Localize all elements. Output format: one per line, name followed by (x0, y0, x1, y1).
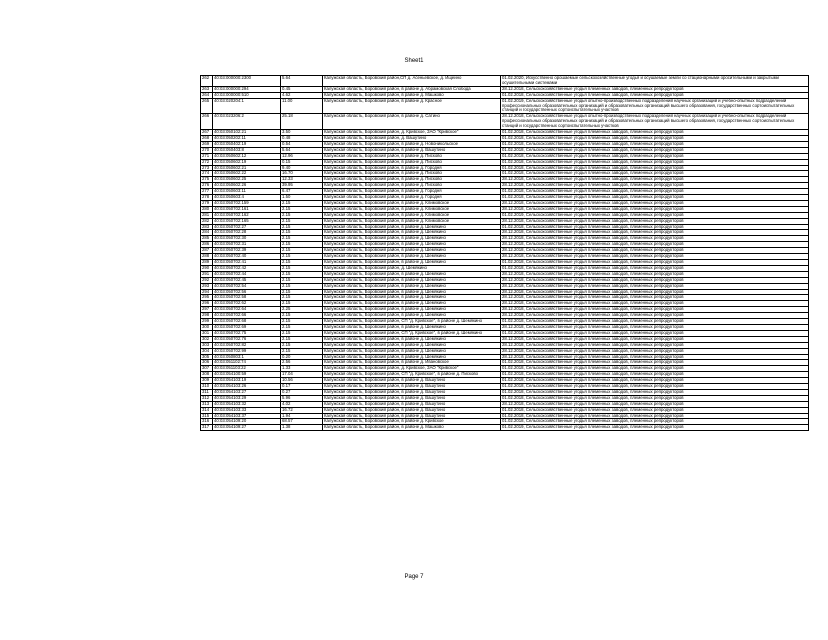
land-category-cell: 28.12.2018, Сельскохозяйственные угодья племенных заводов, племенных репродукторов (501, 295, 809, 301)
cadastral-number-cell: 40:03:050702:40 (213, 254, 281, 260)
area-cell: 0.45 (281, 86, 323, 92)
area-cell: 2.15 (281, 200, 323, 206)
row-number-cell: 291 (201, 271, 213, 277)
land-category-cell: 28.12.2018, Сельскохозяйственные угодья племенных заводов, племенных репродукторов (501, 271, 809, 277)
row-number-cell: 266 (201, 114, 213, 130)
cadastral-number-cell: 40:03:050702:68 (213, 319, 281, 325)
row-number-cell: 288 (201, 254, 213, 260)
location-cell: Калужская область, Боровский район, в районе д. Шемякино (323, 271, 501, 277)
row-number-cell: 311 (201, 389, 213, 395)
land-category-cell: 28.12.2018, Сельскохозяйственные угодья племенных заводов, племенных репродукторов (501, 401, 809, 407)
row-number-cell: 262 (201, 76, 213, 87)
land-category-cell: 28.12.2018, Сельскохозяйственные угодья племенных заводов, племенных репродукторов (501, 230, 809, 236)
cadastral-number-cell: 40:03:050702:76 (213, 336, 281, 342)
area-cell: 16.70 (281, 171, 323, 177)
land-category-cell: 28.12.2018, Сельскохозяйственные угодья племенных заводов, племенных репродукторов (501, 183, 809, 189)
table-row (201, 98, 809, 114)
cadastral-number-cell: 40:03:050702:64 (213, 307, 281, 313)
cadastral-number-cell: 40:03:050603:11 (213, 189, 281, 195)
row-number-cell: 284 (201, 230, 213, 236)
cadastral-number-cell: 40:03:050702:45 (213, 277, 281, 283)
land-category-cell: 01.02.2018, Сельскохозяйственные угодья племенных заводов, племенных репродукторов (501, 135, 809, 141)
area-cell: 12.33 (281, 177, 323, 183)
area-cell: 2.15 (281, 265, 323, 271)
land-category-cell: 01.02.2018, Сельскохозяйственные угодья племенных заводов, племенных репродукторов (501, 195, 809, 201)
land-category-cell: 28.12.2018, Сельскохозяйственные угодья племенных заводов, племенных репродукторов (501, 177, 809, 183)
land-category-cell: 01.02.2018, Сельскохозяйственные угодья племенных заводов, племенных репродукторов (501, 330, 809, 336)
land-category-cell: 28.12.2018, Сельскохозяйственные угодья племенных заводов, племенных репродукторов (501, 301, 809, 307)
land-category-cell: 01.02.2018, Сельскохозяйственные угодья племенных заводов, племенных репродукторов (501, 153, 809, 159)
cadastral-number-cell: 40:03:050702:54 (213, 283, 281, 289)
location-cell: Калужская область, Боровский район, в районе д. Шемякино (323, 230, 501, 236)
area-cell: 2.15 (281, 324, 323, 330)
row-number-cell: 263 (201, 86, 213, 92)
cadastral-number-cell: 40:03:000000:510 (213, 92, 281, 98)
row-number-cell: 305 (201, 354, 213, 360)
location-cell: Калужская область, Боровский район, в районе д. Писково (323, 159, 501, 165)
location-cell: Калужская область, Боровский район, в районе д. Сатино (323, 114, 501, 130)
location-cell: Калужская область, Боровский район, в районе д. Климовское (323, 212, 501, 218)
land-category-cell: 01.02.2019, Сельскохозяйственные угодья опытно-производственных подразделений научных организаций и учебно-опытных подразделений профессиональных образовательных организаций и образовательных организаций высшего образования, государственных сортоиспытательных станций и государственных сортоиспытательных участков (501, 98, 809, 114)
cadastral-number-cell: 40:03:054103:27 (213, 389, 281, 395)
land-category-cell: 28.12.2018, Сельскохозяйственные угодья племенных заводов, племенных репродукторов (501, 307, 809, 313)
row-number-cell: 271 (201, 153, 213, 159)
row-number-cell: 304 (201, 348, 213, 354)
area-cell: 2.15 (281, 230, 323, 236)
cadastral-number-cell: 40:03:050602:22 (213, 171, 281, 177)
row-number-cell: 275 (201, 177, 213, 183)
area-cell: 1.50 (281, 195, 323, 201)
area-cell: 2.15 (281, 212, 323, 218)
row-number-cell: 309 (201, 378, 213, 384)
cadastral-number-cell: 40:03:050702:39 (213, 248, 281, 254)
area-cell: 2.15 (281, 277, 323, 283)
cadastral-number-cell: 40:03:050702:66 (213, 313, 281, 319)
location-cell: Калужская область, Боровский район, в районе д. Новоникольское (323, 141, 501, 147)
row-number-cell: 280 (201, 206, 213, 212)
cadastral-number-cell: 40:03:050702:82 (213, 342, 281, 348)
location-cell: Калужская область, Боровский район, в районе д. Шемякино (323, 224, 501, 230)
area-cell: 0.15 (281, 159, 323, 165)
area-cell: 0.17 (281, 384, 323, 390)
land-category-cell: 28.12.2018, Сельскохозяйственные угодья племенных заводов, племенных репродукторов (501, 277, 809, 283)
area-cell: 2.15 (281, 313, 323, 319)
area-cell: 6.47 (281, 189, 323, 195)
area-cell: 3.50 (281, 130, 323, 136)
area-cell: 68.57 (281, 419, 323, 425)
table-row (201, 425, 809, 431)
land-category-cell: 01.02.2018, Сельскохозяйственные угодья племенных заводов, племенных репродукторов (501, 389, 809, 395)
land-category-cell: 28.12.2018, Сельскохозяйственные угодья племенных заводов, племенных репродукторов (501, 336, 809, 342)
cadastral-number-cell: 40:03:050702:58 (213, 295, 281, 301)
page-number: Page 7 (404, 574, 424, 580)
table-row (201, 76, 809, 87)
table-body (201, 76, 809, 431)
cadastral-number-cell: 40:03:050702:75 (213, 330, 281, 336)
cadastral-number-cell: 40:03:054100:59 (213, 372, 281, 378)
area-cell: 2.56 (281, 360, 323, 366)
land-category-cell: 28.12.2018, Сельскохозяйственные угодья племенных заводов, племенных репродукторов (501, 200, 809, 206)
land-category-cell: 28.12.2018, Сельскохозяйственные угодья племенных заводов, племенных репродукторов (501, 313, 809, 319)
cadastral-number-cell: 40:03:051103:22 (213, 366, 281, 372)
location-cell: Калужская область, Боровский район, в районе д. Писково (323, 171, 501, 177)
location-cell: Калужская область, Боровский район, в районе д. Шемякино (323, 289, 501, 295)
row-number-cell: 278 (201, 195, 213, 201)
area-cell: 2.15 (281, 348, 323, 354)
location-cell: Калужская область, Боровский район, в районе д. Кривское (323, 419, 501, 425)
location-cell: Калужская область, Боровский район, в районе д. Шемякино (323, 348, 501, 354)
land-category-cell: 01.02.2018, Сельскохозяйственные угодья племенных заводов, племенных репродукторов (501, 147, 809, 153)
land-category-cell: 01.02.2019, Сельскохозяйственные угодья племенных заводов, племенных репродукторов (501, 212, 809, 218)
cadastral-number-cell: 40:03:054103:29 (213, 395, 281, 401)
location-cell: Калужская область, Боровский район, д. Кривское, ЗАО "Кривское" (323, 130, 501, 136)
cadastral-number-cell: 40:03:050702:31 (213, 242, 281, 248)
row-number-cell: 273 (201, 165, 213, 171)
cadastral-number-cell: 40:03:050602:26 (213, 183, 281, 189)
cadastral-number-cell: 40:03:054103:26 (213, 384, 281, 390)
land-category-cell: 01.02.2018, Сельскохозяйственные угодья племенных заводов, племенных репродукторов (501, 395, 809, 401)
location-cell: Калужская область, Боровский район, в районе д. Шемякино (323, 242, 501, 248)
land-category-cell: 01.02.2018, Сельскохозяйственные угодья племенных заводов, племенных репродукторов (501, 366, 809, 372)
cadastral-number-cell: 40:03:050402:19 (213, 141, 281, 147)
land-category-cell: 01.02.2018, Сельскохозяйственные угодья племенных заводов, племенных репродукторов (501, 319, 809, 325)
row-number-cell: 307 (201, 366, 213, 372)
cadastral-number-cell: 40:03:054103:33 (213, 407, 281, 413)
area-cell: 1.33 (281, 366, 323, 372)
land-category-cell: 28.12.2018, Сельскохозяйственные угодья племенных заводов, племенных репродукторов (501, 218, 809, 224)
land-category-cell: 28.12.2018, Сельскохозяйственные угодья племенных заводов, племенных репродукторов (501, 354, 809, 360)
cadastral-number-cell: 40:03:050803:1 (213, 354, 281, 360)
cadastral-number-cell: 40:03:050702:99 (213, 348, 281, 354)
cadastral-number-cell: 40:03:050702:162 (213, 212, 281, 218)
row-number-cell: 276 (201, 183, 213, 189)
area-cell: 2.15 (281, 236, 323, 242)
row-number-cell: 306 (201, 360, 213, 366)
row-number-cell: 287 (201, 248, 213, 254)
row-number-cell: 303 (201, 342, 213, 348)
location-cell: Калужская область, Боровский район, в районе д. Городня (323, 165, 501, 171)
cadastral-number-cell: 40:03:020204:1 (213, 98, 281, 114)
location-cell: Калужская область, Боровский район, в районе д. Шемякино (323, 236, 501, 242)
location-cell: Калужская область, Боровский район, в районе д. Климовское (323, 206, 501, 212)
row-number-cell: 293 (201, 283, 213, 289)
row-number-cell: 316 (201, 419, 213, 425)
location-cell: Калужская область, Боровский район, в районе д. Городня (323, 189, 501, 195)
cadastral-number-cell: 40:03:050702:42 (213, 265, 281, 271)
area-cell: 2.15 (281, 254, 323, 260)
area-cell: 2.15 (281, 342, 323, 348)
location-cell: Калужская область, Боровский район, в районе д. Шемякино (323, 301, 501, 307)
location-cell: Калужская область, Боровский район, в районе д. Шемякино (323, 260, 501, 266)
area-cell: 16.72 (281, 407, 323, 413)
land-category-cell: 28.12.2018, Сельскохозяйственные угодья племенных заводов, племенных репродукторов (501, 254, 809, 260)
location-cell: Калужская область, Боровский район, в районе д. Климовское (323, 218, 501, 224)
area-cell: 2.15 (281, 218, 323, 224)
cadastral-number-cell: 40:03:050702:41 (213, 260, 281, 266)
cadastral-number-cell: 40:03:050602:25 (213, 177, 281, 183)
cadastral-number-cell: 40:03:023206:2 (213, 114, 281, 130)
land-category-cell: 01.02.2018, Сельскохозяйственные угодья племенных заводов, племенных репродукторов (501, 265, 809, 271)
location-cell: Калужская область, Боровский район, в районе д. Вашутино (323, 401, 501, 407)
land-category-cell: 28.12.2018, Сельскохозяйственные угодья племенных заводов, племенных репродукторов (501, 242, 809, 248)
land-category-cell: 01.02.2018, Сельскохозяйственные угодья племенных заводов, племенных репродукторов (501, 171, 809, 177)
row-number-cell: 301 (201, 330, 213, 336)
location-cell: Калужская область, Боровский район, в районе д. Вашутино (323, 378, 501, 384)
location-cell: Калужская область, Боровский район, в районе д. Вашутино (323, 389, 501, 395)
cadastral-number-cell: 40:03:000000:2300 (213, 76, 281, 87)
row-number-cell: 268 (201, 135, 213, 141)
land-category-cell: 28.12.2018, Сельскохозяйственные угодья племенных заводов, племенных репродукторов (501, 283, 809, 289)
location-cell: Калужская область, Боровский район, в районе д. Шемякино (323, 342, 501, 348)
location-cell: Калужская область, Боровский район, в районе д. Вашутино (323, 407, 501, 413)
location-cell: Калужская область, Боровский район, д. Шемякино (323, 265, 501, 271)
cadastral-number-cell: 40:03:050602:12 (213, 153, 281, 159)
location-cell: Калужская область, Боровский район,СП д. Асеньевское, д. Ищеино (323, 76, 501, 87)
row-number-cell: 302 (201, 336, 213, 342)
area-cell: 2.15 (281, 248, 323, 254)
row-number-cell: 274 (201, 171, 213, 177)
row-number-cell: 317 (201, 425, 213, 431)
location-cell: Калужская область, Боровский район, в районе д. Шемякино (323, 324, 501, 330)
table-row (201, 114, 809, 130)
cadastral-number-cell: 40:03:050702:159 (213, 200, 281, 206)
cadastral-number-cell: 40:03:050602:19 (213, 159, 281, 165)
land-category-cell: 01.02.2019, Сельскохозяйственные угодья племенных заводов, племенных репродукторов (501, 425, 809, 431)
land-category-cell: 28.12.2018, Сельскохозяйственные угодья племенных заводов, племенных репродукторов (501, 324, 809, 330)
row-number-cell: 300 (201, 324, 213, 330)
area-cell: 11.00 (281, 98, 323, 114)
row-number-cell: 279 (201, 200, 213, 206)
row-number-cell: 292 (201, 277, 213, 283)
row-number-cell: 314 (201, 407, 213, 413)
area-cell: 39.95 (281, 183, 323, 189)
area-cell: 1.94 (281, 413, 323, 419)
location-cell: Калужская область, Боровский район, в районе д. Вашутино (323, 413, 501, 419)
location-cell: Калужская область, Боровский район, в районе д. Шемякино (323, 254, 501, 260)
location-cell: Калужская область, Боровский район, в районе д. Шемякино (323, 354, 501, 360)
area-cell: 2.15 (281, 289, 323, 295)
land-category-cell: 28.12.2018, Сельскохозяйственные угодья племенных заводов, племенных репродукторов (501, 86, 809, 92)
area-cell: 2.15 (281, 260, 323, 266)
cadastral-number-cell: 40:03:050702:44 (213, 271, 281, 277)
land-category-cell: 01.02.2018, Сельскохозяйственные угодья племенных заводов, племенных репродукторов (501, 260, 809, 266)
land-category-cell: 01.02.2018, Сельскохозяйственные угодья племенных заводов, племенных репродукторов (501, 159, 809, 165)
location-cell: Калужская область, Боровский район, в районе д. Городня (323, 195, 501, 201)
area-cell: 2.15 (281, 295, 323, 301)
cadastral-number-cell: 40:03:050702:165 (213, 218, 281, 224)
row-number-cell: 269 (201, 141, 213, 147)
cadastral-number-cell: 40:03:054109:20 (213, 419, 281, 425)
location-cell: Калужская область, Боровский район, в районе д. Машково (323, 425, 501, 431)
land-category-cell: 01.02.2018, Сельскохозяйственные угодья племенных заводов, племенных репродукторов (501, 384, 809, 390)
area-cell: 2.25 (281, 307, 323, 313)
cadastral-number-cell: 40:03:051102:74 (213, 360, 281, 366)
land-category-cell: 01.02.2018, Сельскохозяйственные угодья племенных заводов, племенных репродукторов (501, 413, 809, 419)
land-category-cell: 28.12.2018, Сельскохозяйственные угодья племенных заводов, племенных репродукторов (501, 206, 809, 212)
land-category-cell: 01.02.2018, Сельскохозяйственные угодья племенных заводов, племенных репродукторов (501, 189, 809, 195)
area-cell: 2.15 (281, 283, 323, 289)
cadastral-number-cell: 40:03:050702:27 (213, 224, 281, 230)
row-number-cell: 296 (201, 301, 213, 307)
cadastral-number-cell: 40:03:054103:19 (213, 378, 281, 384)
land-category-cell: 01.02.2018, Сельскохозяйственные угодья племенных заводов, племенных репродукторов (501, 407, 809, 413)
area-cell: 4.02 (281, 401, 323, 407)
location-cell: Калужская область, Боровский район, в районе д. Абрамовская Слобода (323, 86, 501, 92)
location-cell: Калужская область, Боровский район, в районе д. Писково (323, 177, 501, 183)
land-category-cell: 28.12.2018, Сельскохозяйственные угодья племенных заводов, племенных репродукторов (501, 248, 809, 254)
row-number-cell: 290 (201, 265, 213, 271)
land-category-cell: 28.12.2018, Сельскохозяйственные угодья опытно-производственных подразделений научных организаций и учебно-опытных подразделений профессиональных образовательных организаций и образовательных организаций высшего образования, государственных сортоиспытательных станций и государственных сортоиспытательных участков (501, 114, 809, 130)
area-cell: 0.48 (281, 135, 323, 141)
area-cell: 25.18 (281, 114, 323, 130)
land-category-cell: 28.12.2018, Сельскохозяйственные угодья племенных заводов, племенных репродукторов (501, 236, 809, 242)
cadastral-number-cell: 40:03:050702:56 (213, 289, 281, 295)
row-number-cell: 277 (201, 189, 213, 195)
row-number-cell: 265 (201, 98, 213, 114)
land-plots-table (200, 75, 809, 431)
area-cell: 5.96 (281, 395, 323, 401)
location-cell: Калужская область, Боровский район, в районе д. Шемякино (323, 248, 501, 254)
area-cell: 0.54 (281, 141, 323, 147)
land-category-cell: 01.02.2020, Искусственно орошаемые сельскохозяйственные угодья и осушаемые земли со стационарными оросительными и закрытыми осушительными системами (501, 76, 809, 87)
land-category-cell: 01.02.2018, Сельскохозяйственные угодья племенных заводов, племенных репродукторов (501, 224, 809, 230)
row-number-cell: 286 (201, 242, 213, 248)
cadastral-number-cell: 40:03:054103:32 (213, 401, 281, 407)
area-cell: 5.64 (281, 76, 323, 87)
location-cell: Калужская область, Боровский район, д. Кривское, ЗАО "Кривское" (323, 366, 501, 372)
cadastral-number-cell: 40:03:050602:21 (213, 165, 281, 171)
cadastral-number-cell: 40:03:054109:27 (213, 425, 281, 431)
area-cell: 5.64 (281, 147, 323, 153)
location-cell: Калужская область, Боровский район, в районе д. Писково (323, 183, 501, 189)
location-cell: Калужская область, Боровский район, СП "д. Кривское", в районе д. Шемякино (323, 319, 501, 325)
area-cell: 2.15 (281, 242, 323, 248)
row-number-cell: 283 (201, 224, 213, 230)
row-number-cell: 295 (201, 295, 213, 301)
row-number-cell: 282 (201, 218, 213, 224)
land-category-cell: 28.12.2018, Сельскохозяйственные угодья племенных заводов, племенных репродукторов (501, 348, 809, 354)
row-number-cell: 298 (201, 313, 213, 319)
sheet-title: Sheet1 (404, 58, 424, 64)
row-number-cell: 267 (201, 130, 213, 136)
location-cell: Калужская область, Боровский район, в районе д. Шемякино (323, 313, 501, 319)
location-cell: Калужская область, Боровский район, в районе д. Вашутино (323, 147, 501, 153)
location-cell: Калужская область, Боровский район, в районе д. Машково (323, 92, 501, 98)
land-category-cell: 01.02.2018, Сельскохозяйственные угодья племенных заводов, племенных репродукторов (501, 92, 809, 98)
location-cell: Калужская область, Боровский район, в районе д. Шемякино (323, 283, 501, 289)
land-category-cell: 01.02.2018, Сельскохозяйственные угодья племенных заводов, племенных репродукторов (501, 130, 809, 136)
cadastral-number-cell: 40:03:050702:161 (213, 206, 281, 212)
location-cell: Калужская область, Боровский район, в районе д. Климовское (323, 200, 501, 206)
location-cell: Калужская область, Боровский район, в районе д. Шемякино (323, 307, 501, 313)
area-cell: 2.15 (281, 319, 323, 325)
cadastral-number-cell: 40:03:050403:8 (213, 147, 281, 153)
row-number-cell: 281 (201, 212, 213, 218)
area-cell: 4.62 (281, 92, 323, 98)
cadastral-number-cell: 40:03:050702:62 (213, 301, 281, 307)
location-cell: Калужская область, Боровский район, д. Вашутино (323, 135, 501, 141)
cadastral-number-cell: 40:03:050702:28 (213, 230, 281, 236)
area-cell: 1.38 (281, 425, 323, 431)
area-cell: 2.15 (281, 206, 323, 212)
area-cell: 2.15 (281, 330, 323, 336)
land-category-cell: 01.02.2018, Сельскохозяйственные угодья племенных заводов, племенных репродукторов (501, 360, 809, 366)
location-cell: Калужская область, Боровский район, в районе д. Вашутино (323, 395, 501, 401)
row-number-cell: 285 (201, 236, 213, 242)
land-category-cell: 28.12.2018, Сельскохозяйственные угодья племенных заводов, племенных репродукторов (501, 342, 809, 348)
cadastral-number-cell: 40:03:000000:294 (213, 86, 281, 92)
row-number-cell: 312 (201, 395, 213, 401)
row-number-cell: 294 (201, 289, 213, 295)
land-category-cell: 28.12.2018, Сельскохозяйственные угодья племенных заводов, племенных репродукторов (501, 289, 809, 295)
area-cell: 9.40 (281, 165, 323, 171)
cadastral-number-cell: 40:03:050702:69 (213, 324, 281, 330)
area-cell: 12.96 (281, 153, 323, 159)
land-category-cell: 01.02.2018, Сельскохозяйственные угодья племенных заводов, племенных репродукторов (501, 165, 809, 171)
area-cell: 17.04 (281, 372, 323, 378)
row-number-cell: 310 (201, 384, 213, 390)
location-cell: Калужская область, Боровский район, СП "д. Кривское", в районе д. Шемякино (323, 330, 501, 336)
area-cell: 0.20 (281, 354, 323, 360)
land-category-cell: 01.02.2018, Сельскохозяйственные угодья племенных заводов, племенных репродукторов (501, 372, 809, 378)
row-number-cell: 270 (201, 147, 213, 153)
row-number-cell: 289 (201, 260, 213, 266)
area-cell: 2.15 (281, 336, 323, 342)
location-cell: Калужская область, Боровский район, в районе д. Красное (323, 98, 501, 114)
row-number-cell: 315 (201, 413, 213, 419)
cadastral-number-cell: 40:03:050202:11 (213, 135, 281, 141)
row-number-cell: 264 (201, 92, 213, 98)
location-cell: Калужская область, Боровский район, СП "д. Кривское", в районе д. Писково (323, 372, 501, 378)
area-cell: 2.15 (281, 271, 323, 277)
cadastral-number-cell: 40:03:050102:21 (213, 130, 281, 136)
land-category-cell: 01.02.2018, Сельскохозяйственные угодья племенных заводов, племенных репродукторов (501, 141, 809, 147)
cadastral-number-cell: 40:03:050702:30 (213, 236, 281, 242)
row-number-cell: 297 (201, 307, 213, 313)
area-cell: 2.15 (281, 301, 323, 307)
row-number-cell: 299 (201, 319, 213, 325)
location-cell: Калужская область, Боровский район, в районе д. Вашутино (323, 384, 501, 390)
cadastral-number-cell: 40:03:054103:37 (213, 413, 281, 419)
area-cell: 10.56 (281, 378, 323, 384)
location-cell: Калужская область, Боровский район, в районе д. Ивановское (323, 360, 501, 366)
location-cell: Калужская область, Боровский район, в районе д. Шемякино (323, 277, 501, 283)
location-cell: Калужская область, Боровский район, в районе д. Писково (323, 153, 501, 159)
location-cell: Калужская область, Боровский район, в районе д. Шемякино (323, 336, 501, 342)
area-cell: 2.15 (281, 224, 323, 230)
row-number-cell: 308 (201, 372, 213, 378)
location-cell: Калужская область, Боровский район, в районе д. Шемякино (323, 295, 501, 301)
land-category-cell: 01.02.2018, Сельскохозяйственные угодья племенных заводов, племенных репродукторов (501, 419, 809, 425)
row-number-cell: 313 (201, 401, 213, 407)
land-category-cell: 01.02.2018, Сельскохозяйственные угодья племенных заводов, племенных репродукторов (501, 378, 809, 384)
cadastral-number-cell: 40:03:050603:4 (213, 195, 281, 201)
area-cell: 0.27 (281, 389, 323, 395)
row-number-cell: 272 (201, 159, 213, 165)
